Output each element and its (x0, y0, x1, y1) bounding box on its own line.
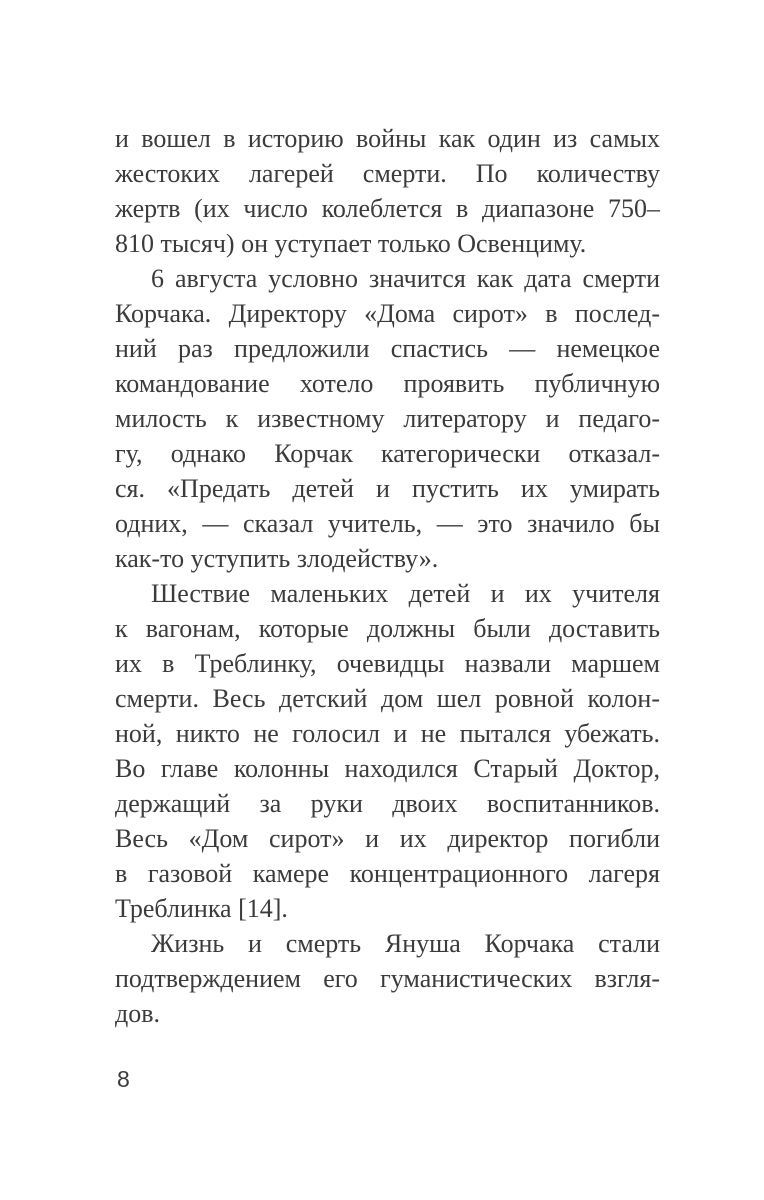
text-line: к вагонам, которые должны были доставить (115, 614, 660, 643)
text-line: ся. «Предать детей и пустить их умирать (115, 474, 660, 503)
text-line: держащий за руки двоих воспитанников. (115, 789, 660, 818)
text-line: жестоких лагерей смерти. По количеству (115, 159, 660, 188)
text-line: гу, однако Корчак категорически отказал- (115, 439, 660, 468)
text-line: Во главе колонны находился Старый Доктор, (115, 754, 660, 783)
text-line: жертв (их число колеблется в диапазоне 750– (115, 194, 660, 223)
text-line: Жизнь и смерть Януша Корчака стали (151, 929, 660, 958)
paragraph (115, 926, 660, 1031)
text-line: их в Треблинку, очевидцы назвали маршем (115, 649, 660, 678)
text-line: и вошел в историю войны как один из самых (115, 124, 660, 153)
text-line: ной, никто не голосил и не пытался убежать. (115, 719, 660, 748)
text-line: 810 тысяч) он уступает только Освенциму. (115, 229, 587, 258)
text-line: милость к известному литератору и педаго- (115, 404, 660, 433)
text-line: командование хотело проявить публичную (115, 369, 660, 398)
text-line: Весь «Дом сирот» и их директор погибли (115, 824, 660, 853)
text-line: в газовой камере концентрационного лагеря (115, 859, 660, 888)
text-line: смерти. Весь детский дом шел ровной колон- (115, 684, 660, 713)
text-line: дов. (115, 999, 161, 1028)
text-line: ний раз предложили спастись — немецкое (115, 334, 660, 363)
text-line: Треблинка [14]. (115, 894, 288, 923)
text-line: подтверждением его гуманистических взгля- (115, 964, 660, 993)
text-line: одних, — сказал учитель, — это значило бы (115, 509, 660, 538)
text-line: Шествие маленьких детей и их учителя (151, 579, 660, 608)
paragraph (115, 121, 660, 261)
paragraph (115, 261, 660, 576)
text-line: Корчака. Директору «Дома сирот» в послед- (115, 299, 660, 328)
page-number: 8 (117, 1066, 130, 1092)
text-line: 6 августа условно значится как дата смерти (151, 264, 660, 293)
paragraph (115, 576, 660, 926)
page-text (115, 121, 660, 1031)
text-line: как-то уступить злодейству». (115, 544, 439, 573)
